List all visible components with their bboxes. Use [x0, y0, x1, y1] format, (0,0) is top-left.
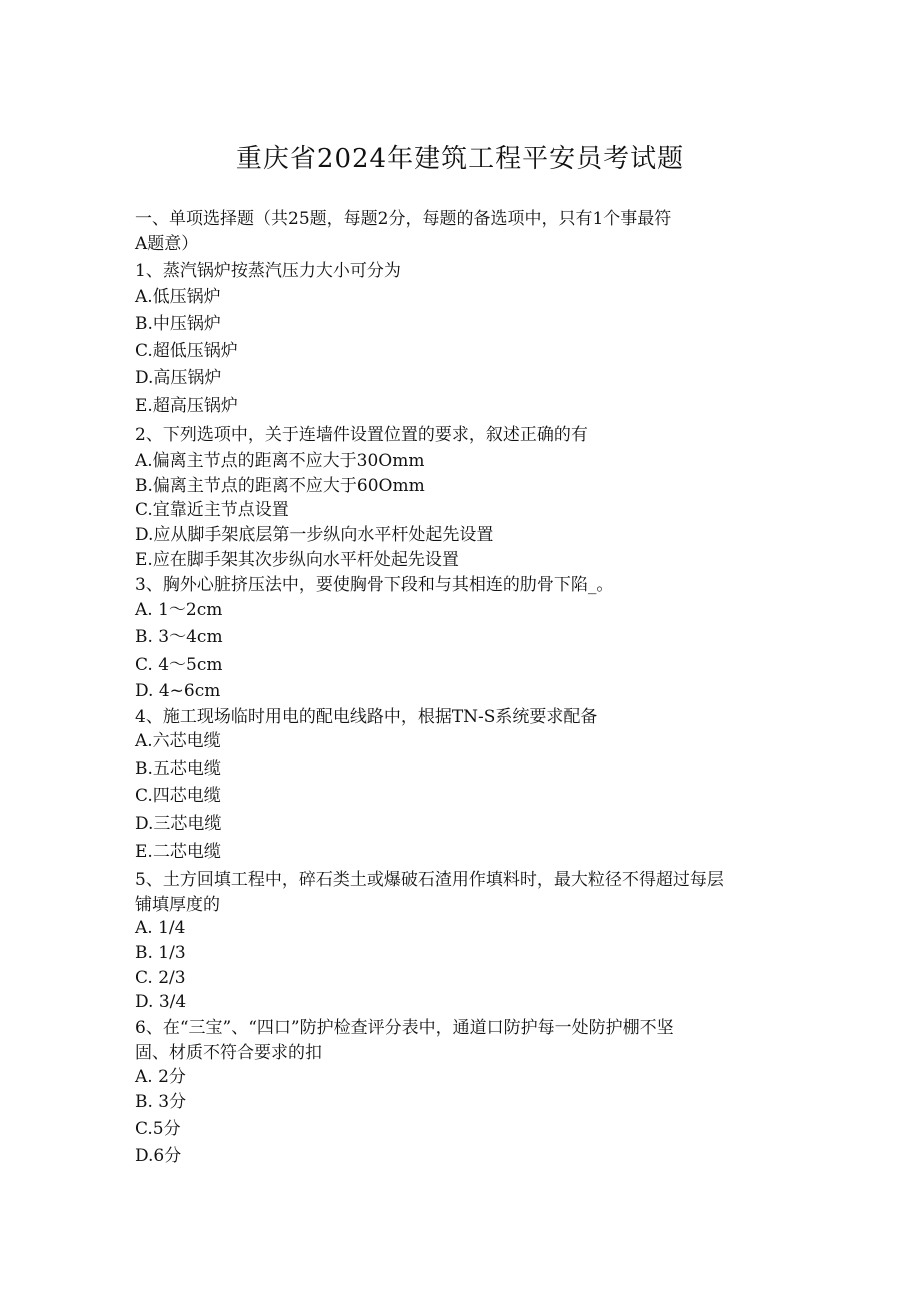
question-6-option-b: B. 3分: [135, 1092, 187, 1112]
question-1-option-b: B.中压锅炉: [135, 314, 221, 334]
question-3-option-d: D. 4~6cm: [135, 681, 221, 701]
question-6-option-c: C.5分: [135, 1119, 181, 1139]
question-2-option-d: D.应从脚手架底层第一步纵向水平杆处起先设置: [135, 525, 494, 545]
question-1-option-d: D.高压锅炉: [135, 368, 222, 388]
question-6-stem: 6、在“三宝”、“四口”防护检查评分表中，通道口防护每一处防护棚不坚: [135, 1018, 674, 1038]
question-5-stem: 5、土方回填工程中，碎石类土或爆破石渣用作填料时，最大粒径不得超过每层: [135, 870, 724, 890]
question-2-option-b: B.偏离主节点的距离不应大于60Omm: [135, 476, 425, 496]
question-4-stem: 4、施工现场临时用电的配电线路中，根据TN-S系统要求配备: [135, 707, 598, 727]
section-heading: 一、单项选择题（共25题，每题2分，每题的备选项中，只有1个事最符: [135, 209, 672, 229]
question-3-stem: 3、胸外心脏挤压法中，要使胸骨下段和与其相连的肋骨下陷_。: [135, 575, 614, 595]
question-1-option-a: A.低压锅炉: [135, 287, 221, 307]
section-heading-continued: A题意）: [135, 234, 199, 254]
question-5-option-d: D. 3/4: [135, 992, 187, 1012]
question-1-option-c: C.超低压锅炉: [135, 341, 238, 361]
question-2-option-c: C.宜靠近主节点设置: [135, 500, 289, 520]
question-3-option-c: C. 4〜5cm: [135, 655, 223, 675]
question-2-stem: 2、下列选项中，关于连墙件设置位置的要求，叙述正确的有: [135, 425, 588, 445]
question-4-option-b: B.五芯电缆: [135, 759, 221, 779]
question-5-option-a: A. 1/4: [135, 918, 186, 938]
question-3-option-a: A. 1〜2cm: [135, 600, 223, 620]
question-6-stem-continued: 固、材质不符合要求的扣: [135, 1043, 322, 1063]
question-3-option-b: B. 3〜4cm: [135, 627, 223, 647]
question-4-option-a: A.六芯电缆: [135, 731, 221, 751]
question-5-option-c: C. 2/3: [135, 968, 186, 988]
question-6-option-a: A. 2分: [135, 1067, 186, 1087]
page-title: 重庆省2024年建筑工程平安员考试题: [235, 144, 685, 174]
question-4-option-d: D.三芯电缆: [135, 814, 222, 834]
question-1-option-e: E.超高压锅炉: [135, 396, 238, 416]
question-4-option-e: E.二芯电缆: [135, 842, 221, 862]
question-4-option-c: C.四芯电缆: [135, 786, 221, 806]
question-2-option-a: A.偏离主节点的距离不应大于30Omm: [135, 451, 425, 471]
question-1-stem: 1、蒸汽锅炉按蒸汽压力大小可分为: [135, 261, 401, 281]
question-6-option-d: D.6分: [135, 1146, 182, 1166]
question-5-stem-continued: 铺填厚度的: [135, 895, 220, 915]
question-5-option-b: B. 1/3: [135, 943, 186, 963]
question-2-option-e: E.应在脚手架其次步纵向水平杆处起先设置: [135, 550, 459, 570]
